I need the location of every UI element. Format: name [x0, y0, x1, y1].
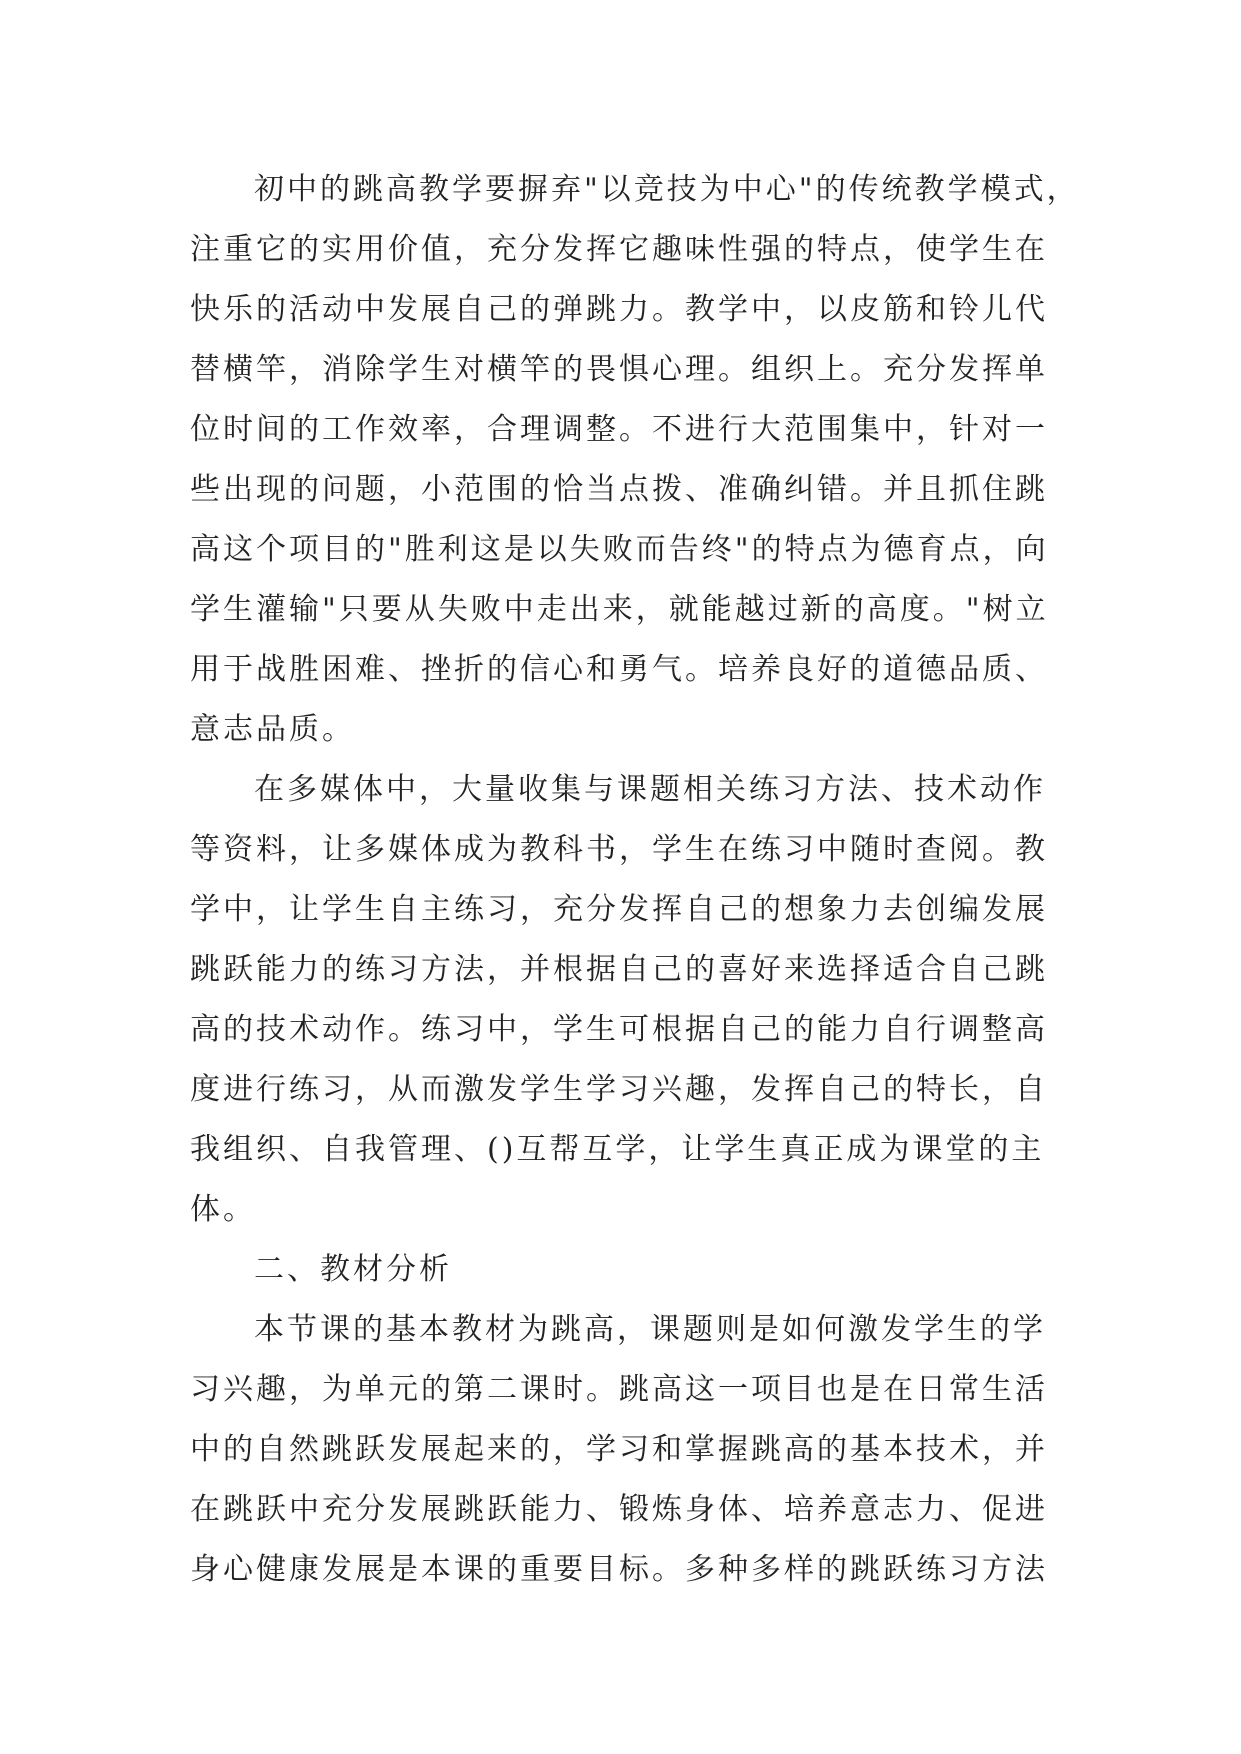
text-line: 高的技术动作。练习中，学生可根据自己的能力自行调整高	[190, 1012, 1048, 1047]
text-line: 高这个项目的"胜利这是以失败而告终"的特点为德育点，向	[190, 532, 1049, 567]
text-line: 中的自然跳跃发展起来的，学习和掌握跳高的基本技术，并	[190, 1432, 1048, 1467]
text-line: 本节课的基本教材为跳高，课题则是如何激发学生的学	[254, 1312, 1046, 1347]
paragraph-3	[190, 1300, 1050, 1600]
section-heading	[190, 1240, 1050, 1300]
text-line: 意志品质。	[190, 712, 355, 747]
text-line: 些出现的问题，小范围的恰当点拨、准确纠错。并且抓住跳	[190, 472, 1048, 507]
text-line: 在跳跃中充分发展跳跃能力、锻炼身体、培养意志力、促进	[190, 1492, 1048, 1527]
paragraph-1	[190, 160, 1080, 760]
text-line: 用于战胜困难、挫折的信心和勇气。培养良好的道德品质、	[190, 652, 1048, 687]
text-line: 等资料，让多媒体成为教科书，学生在练习中随时查阅。教	[190, 832, 1048, 867]
paragraph-2	[190, 760, 1050, 1240]
text-line: 替横竿，消除学生对横竿的畏惧心理。组织上。充分发挥单	[190, 352, 1048, 387]
text-line: 快乐的活动中发展自己的弹跳力。教学中，以皮筋和铃儿代	[190, 292, 1048, 327]
heading-text: 二、教材分析	[254, 1252, 452, 1287]
document-page	[190, 160, 1080, 1600]
text-line: 初中的跳高教学要摒弃"以竞技为中心"的传统教学模式，	[254, 172, 1080, 207]
text-line: 习兴趣，为单元的第二课时。跳高这一项目也是在日常生活	[190, 1372, 1048, 1407]
text-line: 度进行练习，从而激发学生学习兴趣，发挥自己的特长，自	[190, 1072, 1048, 1107]
text-line: 位时间的工作效率，合理调整。不进行大范围集中，针对一	[190, 412, 1048, 447]
text-line: 我组织、自我管理、()互帮互学，让学生真正成为课堂的主	[190, 1132, 1045, 1167]
text-line: 学中，让学生自主练习，充分发挥自己的想象力去创编发展	[190, 892, 1048, 927]
text-line: 体。	[190, 1192, 256, 1227]
text-line: 在多媒体中，大量收集与课题相关练习方法、技术动作	[254, 772, 1046, 807]
text-line: 注重它的实用价值，充分发挥它趣味性强的特点，使学生在	[190, 232, 1048, 267]
text-line: 学生灌输"只要从失败中走出来，就能越过新的高度。"树立	[190, 592, 1049, 627]
text-line: 跳跃能力的练习方法，并根据自己的喜好来选择适合自己跳	[190, 952, 1048, 987]
text-line: 身心健康发展是本课的重要目标。多种多样的跳跃练习方法	[190, 1552, 1048, 1587]
